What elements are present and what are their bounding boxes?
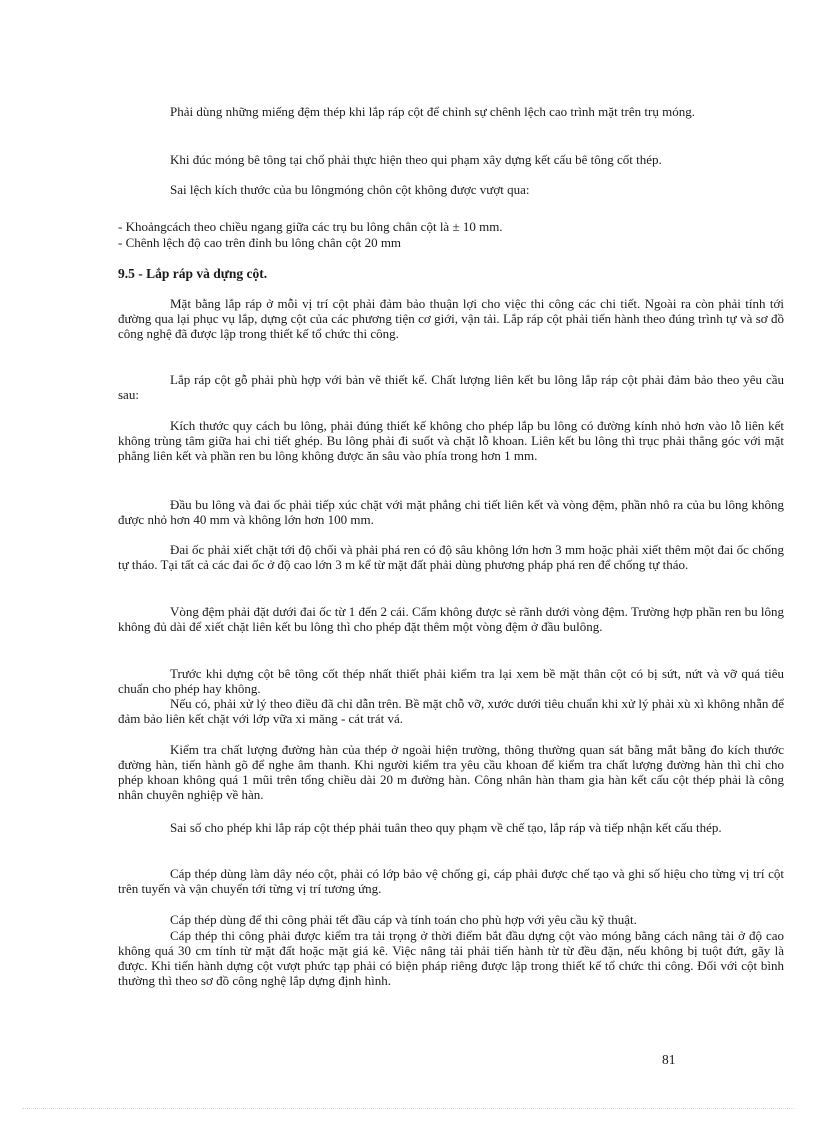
paragraph-12: Kiểm tra chất lượng đường hàn của thép ở ngoài hiện trường, thông thường quan sát bằng mắt bằng đo kích thước đường hàn, tiến hành gõ để nghe âm thanh. Khi người kiểm tra yêu cầu khoan để kiểm tra chất lượng đường hàn thì chỉ cho phép khoan không quá 1 mũi trên tổng chiều dài 20 m đường hàn. Công nhân hàn tham gia hàn kết cấu cột thép phải là công nhân chuyên nghiệp về hàn. bbox=[118, 742, 784, 802]
paragraph-5: Lắp ráp cột gỗ phải phù hợp với bản vẽ thiết kế. Chất lượng liên kết bu lông lắp ráp cột phải đảm bảo theo yêu cầu sau: bbox=[118, 372, 784, 402]
section-heading: 9.5 - Lắp ráp và dựng cột. bbox=[118, 266, 268, 281]
paragraph-14: Cáp thép dùng làm dây néo cột, phải có lớp bảo vệ chống gỉ, cáp phải được chế tạo và ghi số hiệu cho từng vị trí cột trên tuyến và vận chuyển tới từng vị trí tương ứng. bbox=[118, 866, 784, 896]
paragraph-16: Cáp thép thi công phải được kiểm tra tải trọng ở thời điểm bắt đầu dựng cột vào móng bằng cách nâng tải ở độ cao không quá 30 cm tính từ mặt đất hoặc mặt giá kê. Việc nâng tải phải tiến hành từ từ đều đặn, nếu không bị tuột đứt, gãy là được. Khi tiến hành dựng cột vượt phức tạp phải có biện pháp riêng được lập trong thiết kế tổ chức thi công. Đối với cột bình thường thì theo sơ đồ công nghệ lắp dựng định hình. bbox=[118, 928, 784, 988]
paragraph-9: Vòng đệm phải đặt dưới đai ốc từ 1 đến 2 cái. Cấm không được sẻ rãnh dưới vòng đệm. Trường hợp phần ren bu lông không đủ dài để xiết chặt liên kết bu lông thì cho phép đặt thêm một vòng đệm ở đầu bulông. bbox=[118, 604, 784, 634]
page-number: 81 bbox=[662, 1052, 676, 1067]
list-item-1: - Khoảngcách theo chiều ngang giữa các trụ bu lông chân cột là ± 10 mm. bbox=[118, 219, 503, 234]
paragraph-8: Đai ốc phải xiết chặt tới độ chối và phải phá ren có độ sâu không lớn hơn 3 mm hoặc phải xiết thêm một đai ốc chống tự tháo. Tại tất cả các đai ốc ở độ cao lớn 3 m kể từ mặt đất phải dùng phương pháp phá ren để chống tự tháo. bbox=[118, 542, 784, 572]
page-bottom-divider bbox=[22, 1108, 794, 1109]
paragraph-13: Sai số cho phép khi lắp ráp cột thép phải tuân theo quy phạm về chế tạo, lắp ráp và tiếp nhận kết cấu thép. bbox=[170, 820, 722, 835]
paragraph-4: Mặt bằng lắp ráp ở mỗi vị trí cột phải đảm bảo thuận lợi cho việc thi công các chi tiết. Ngoài ra còn phải tính tới đường qua lại phục vụ lắp, dựng cột của các phương tiện cơ giới, vận tải. Lắp ráp cột phải tiến hành theo đúng trình tự và sơ đồ công nghệ đã được lập trong thiết kế tổ chức thi công. bbox=[118, 296, 784, 341]
paragraph-7: Đầu bu lông và đai ốc phải tiếp xúc chặt với mặt phẳng chi tiết liên kết và vòng đệm, phần nhô ra của bu lông không được nhỏ hơn 40 mm và không lớn hơn 100 mm. bbox=[118, 497, 784, 527]
paragraph-11: Nếu có, phải xử lý theo điều đã chỉ dẫn trên. Bề mặt chỗ vỡ, xước dưới tiêu chuẩn khi xử lý phải xù xì không nhẵn để đảm bảo liên kết chặt với lớp vữa xi măng - cát trát vá. bbox=[118, 696, 784, 726]
paragraph-1: Phải dùng những miếng đệm thép khi lắp ráp cột để chỉnh sự chênh lệch cao trình mặt trên trụ móng. bbox=[170, 104, 695, 119]
paragraph-2: Khi đúc móng bê tông tại chổ phải thực hiện theo qui phạm xây dựng kết cấu bê tông cốt thép. bbox=[170, 152, 662, 167]
paragraph-15: Cáp thép dùng để thi công phải tết đầu cáp và tính toán cho phù hợp với yêu cầu kỹ thuật. bbox=[170, 912, 637, 927]
list-item-2: - Chênh lệch độ cao trên đỉnh bu lông chân cột 20 mm bbox=[118, 235, 402, 250]
paragraph-3: Sai lệch kích thước của bu lôngmóng chôn cột không được vượt qua: bbox=[170, 182, 530, 197]
paragraph-6: Kích thước quy cách bu lông, phải đúng thiết kế không cho phép lắp bu lông có đường kính nhỏ hơn vào lỗ liên kết không trùng tâm giữa hai chi tiết ghép. Bu lông phải đi suốt và chặt lỗ khoan. Liên kết bu lông thì trục phải thẳng góc với mặt phẳng liên kết và phần ren bu lông không được ăn sâu vào phía trong hơn 1 mm. bbox=[118, 418, 784, 463]
paragraph-10: Trước khi dựng cột bê tông cốt thép nhất thiết phải kiểm tra lại xem bề mặt thân cột có bị sứt, nứt và vỡ quá tiêu chuẩn cho phép hay không. bbox=[118, 666, 784, 696]
